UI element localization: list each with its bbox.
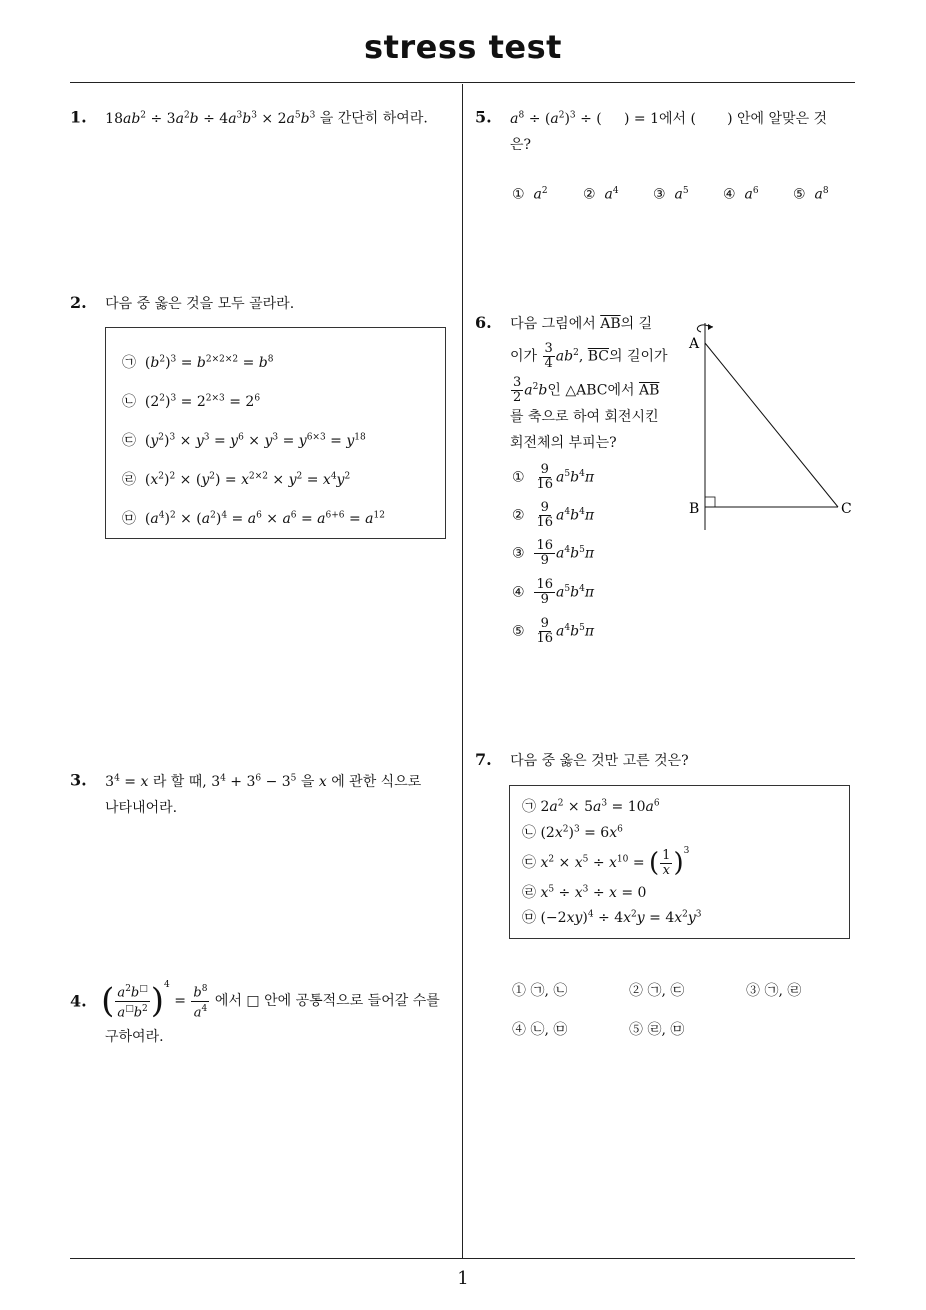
question-number: 6. [475,313,492,332]
label-a: A [689,336,700,352]
question-3-line-1: $3^4 = x$ 라 할 때, $3^4 + 3^6 - 3^5$ 을 x 에 관한 식으로 [105,773,422,790]
bottom-rule [70,1258,855,1259]
choice-option[interactable]: ⑤ $\frac{9}{16}$ $a^4b^5\pi$ [512,616,595,646]
triangle-figure [680,318,860,538]
question-3 [70,765,460,821]
question-number: 3. [70,770,87,790]
statement-item: ㉣ $x^5 \div x^3 \div x = 0$ [522,884,647,901]
page-title: stress test [364,28,562,66]
question-number: 1. [70,107,87,127]
choice-option[interactable]: ① $a^2$ [512,186,548,203]
statement-item: ㉤ $(-2xy)^4 \div 4x^2y = 4x^2y^3$ [522,909,702,926]
column-divider [462,84,463,1259]
statement-box [105,327,446,539]
question-5-line-1: $a^8 \div (a^2)^3$ ÷ ( ) = 1에서 ( ) 안에 알맞은 것 [510,110,828,127]
question-1-expression: $18ab^2 \div 3a^2b \div 4a^3b^3 \times 2a^5b^3$ [105,110,316,127]
statement-item: ㉤ $(a^4)^2 \times (a^2)^4 = a^6 \times a^6 = a^{6+6} = a^{12}$ [122,510,385,527]
choice-option[interactable]: ③ $a^5$ [653,186,689,203]
statement-item: ㉡ $(2^2)^3 = 2^{2\times 3} = 2^6$ [122,393,261,410]
question-text: 회전체의 부피는? [510,435,617,451]
statement-item: ㉢ $x^2 \times x^5 \div x^{10}$ = ( $\frac{1}{x}$ )$^3$ [522,846,690,878]
question-text: 을 간단히 하여라. [319,110,428,127]
question-3-line-2: 나타내어라. [105,799,178,816]
question-number: 5. [475,107,492,127]
question-text: 은? [510,136,532,153]
statement-item: ㉠ $2a^2 \times 5a^3 = 10a^6$ [522,798,660,815]
hypotenuse-ac [705,343,838,507]
choice-option[interactable]: ② $a^4$ [583,186,619,203]
question-1 [70,102,428,132]
question-text: 구하여라. [105,1028,164,1045]
top-rule [70,82,855,83]
question-6: 6. 다음 그림에서 $\overline{AB}$의 길 이가 $\frac{3}{4}$ $ab^2$, $\overline{BC}$의 길이가 $\frac{3}{2}$ $a^2b$인 △ABC에서 $\overline{AB}$ 를 축으로 하여 회전시킨 회전체의 부피는? [475,310,680,456]
statement-item: ㉠ $(b^2)^3 = b^{2\times 2\times 2} = b^8$ [122,354,274,371]
question-text: 다음 중 옳은 것을 모두 골라라. [105,296,295,312]
page-number: 1 [457,1268,469,1289]
choice-option[interactable]: ④ $\frac{16}{9}$ $a^5b^4\pi$ [512,577,595,607]
statement-box [509,785,850,939]
label-b: B [689,501,700,517]
question-4 [70,980,460,1050]
question-2 [70,290,294,317]
question-5 [475,102,860,158]
rotation-arrowhead [708,324,713,330]
question-text: 에서 □ 안에 공통적으로 들어갈 수를 [214,993,440,1009]
choice-option[interactable]: ④ ㉡, ㉤ [512,1022,568,1038]
label-c: C [841,501,852,517]
question-text: 다음 그림에서 [510,316,596,332]
question-4-expression: ( $\frac{a^2b^□}{a^□b^2}$ )$^4$ = $\frac{b^8}{a^4}$ [101,980,208,1021]
question-7 [475,747,689,774]
question-6-line-2: 이가 $\frac{3}{4}$ $ab^2$, $\overline{BC}$의 길이가 [510,341,668,372]
choice-option[interactable]: ⑤ $a^8$ [793,186,829,203]
choice-option[interactable]: ⑤ ㉣, ㉤ [629,1022,685,1038]
question-text: 를 축으로 하여 회전시킨 [510,409,659,425]
choice-option[interactable]: ① ㉠, ㉡ [512,983,568,999]
choice-option[interactable]: ② ㉠, ㉢ [629,983,685,999]
choice-option[interactable]: ③ $\frac{16}{9}$ $a^4b^5\pi$ [512,538,595,568]
right-angle-mark [705,497,715,507]
question-number: 2. [70,293,87,312]
question-text: 다음 중 옳은 것만 고른 것은? [510,753,689,769]
choice-option[interactable]: ① $\frac{9}{16}$ $a^5b^4\pi$ [512,462,595,492]
statement-item: ㉢ $(y^2)^3 \times y^3 = y^6 \times y^3 = y^{6\times 3} = y^{18}$ [122,432,366,449]
statement-item: ㉣ $(x^2)^2 \times (y^2) = x^{2\times 2} \times y^2 = x^4y^2$ [122,471,351,488]
choice-option[interactable]: ③ ㉠, ㉣ [746,983,802,999]
question-number: 7. [475,750,492,769]
question-6-line-3: $\frac{3}{2}$ $a^2b$인 △ABC에서 $\overline{AB}$ [513,375,660,406]
choice-option[interactable]: ④ $a^6$ [723,186,759,203]
choice-option[interactable]: ② $\frac{9}{16}$ $a^4b^4\pi$ [512,500,595,530]
question-number: 4. [70,991,87,1011]
statement-item: ㉡ $(2x^2)^3 = 6x^6$ [522,824,623,841]
